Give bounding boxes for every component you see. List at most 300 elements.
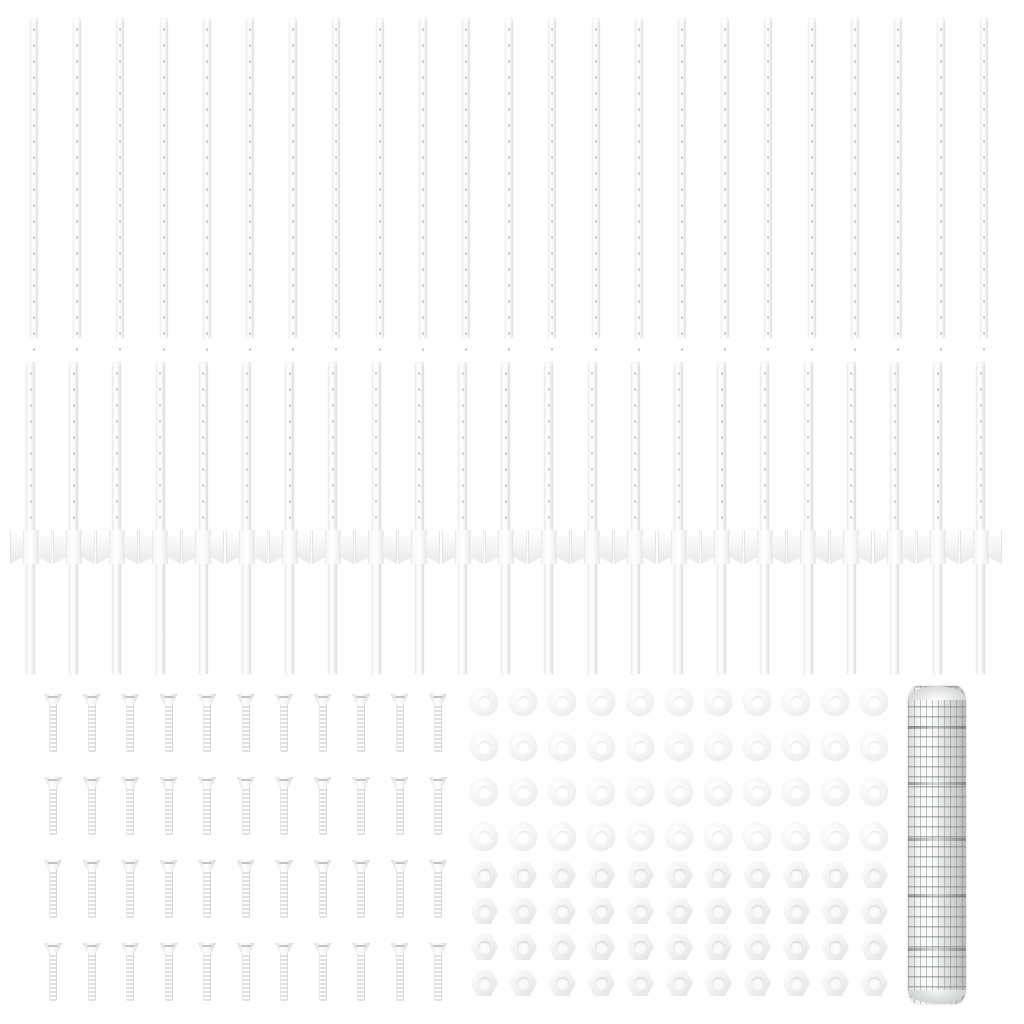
screw — [314, 694, 332, 752]
hex-nut — [470, 898, 498, 924]
post-cap — [592, 18, 600, 22]
screw — [83, 860, 101, 918]
hex-nut — [470, 970, 498, 996]
screw-thread — [88, 870, 96, 918]
screw-thread — [165, 704, 173, 752]
washer — [704, 733, 732, 761]
post-anchor-plate — [96, 530, 138, 564]
hex-nut — [860, 898, 888, 924]
post-hole-strip — [764, 372, 766, 532]
post-cap — [289, 18, 297, 22]
screw-slot — [202, 779, 212, 781]
washer — [704, 778, 732, 806]
screw-thread — [126, 953, 134, 1001]
post-cap — [376, 18, 384, 22]
washer — [626, 823, 654, 851]
post-hole-strip — [33, 28, 35, 330]
hex-nut — [665, 862, 693, 888]
long-post — [631, 362, 640, 674]
screw-thread — [49, 787, 57, 835]
post-anchor-plate — [312, 530, 354, 564]
long-post — [69, 362, 78, 674]
screw — [237, 860, 255, 918]
hex-nut — [860, 934, 888, 960]
screw-slot — [395, 696, 405, 698]
post-anchor-plate — [787, 530, 829, 564]
washer — [743, 688, 771, 716]
screw-slot — [395, 862, 405, 864]
post-hole-strip — [30, 372, 32, 532]
plate-center — [109, 530, 125, 564]
washer — [470, 823, 498, 851]
screw — [198, 694, 216, 752]
hex-nut — [821, 934, 849, 960]
screw-slot — [279, 945, 289, 947]
plate-wing-right — [80, 530, 95, 564]
post-hole-strip — [76, 28, 78, 330]
screw-thread — [126, 787, 134, 835]
post-anchor-plate — [442, 530, 484, 564]
post-cap — [203, 18, 211, 22]
post-cap — [717, 362, 726, 366]
post-hole-strip — [983, 28, 985, 330]
screw-slot — [356, 779, 366, 781]
plate-wing-right — [987, 530, 1002, 564]
screw-slot — [241, 696, 251, 698]
post-cap — [199, 362, 208, 366]
plate-center — [671, 530, 687, 564]
short-post — [592, 18, 600, 338]
short-post — [332, 18, 340, 338]
plate-center — [23, 530, 39, 564]
post-hole-strip — [505, 372, 507, 532]
short-post — [505, 18, 513, 338]
screw — [198, 860, 216, 918]
screw — [314, 777, 332, 835]
screw-thread — [319, 787, 327, 835]
plate-wing-right — [771, 530, 786, 564]
screw-slot — [433, 862, 443, 864]
screw-thread — [88, 704, 96, 752]
screw-slot — [279, 779, 289, 781]
washer — [665, 778, 693, 806]
long-post — [156, 362, 165, 674]
washer — [626, 778, 654, 806]
screw-thread — [396, 870, 404, 918]
screw-slot — [125, 779, 135, 781]
plate-wing-right — [253, 530, 268, 564]
plate-center — [455, 530, 471, 564]
post-cap — [804, 362, 813, 366]
post-hole-strip — [548, 372, 550, 532]
hex-nut — [509, 898, 537, 924]
hex-nut — [587, 970, 615, 996]
post-hole-strip — [551, 28, 553, 330]
short-post — [419, 18, 427, 338]
screw — [44, 777, 62, 835]
long-post — [328, 362, 337, 674]
washer — [509, 688, 537, 716]
short-post — [851, 18, 859, 338]
post-cap — [419, 18, 427, 22]
long-post — [458, 362, 467, 674]
hex-nut — [704, 898, 732, 924]
post-hole-strip — [332, 372, 334, 532]
post-hole-strip — [163, 28, 165, 330]
screw-slot — [318, 779, 328, 781]
screw — [44, 694, 62, 752]
long-post — [890, 362, 899, 674]
screw-thread — [434, 870, 442, 918]
screw-thread — [126, 704, 134, 752]
post-cap — [760, 362, 769, 366]
hex-nut — [587, 862, 615, 888]
post-hole-strip — [767, 28, 769, 330]
screw — [198, 943, 216, 1001]
short-post — [764, 18, 772, 338]
screw — [352, 777, 370, 835]
hex-nut — [548, 934, 576, 960]
screw-slot — [87, 945, 97, 947]
mesh-roll-band — [908, 838, 966, 841]
screw-thread — [434, 787, 442, 835]
screw-thread — [396, 704, 404, 752]
short-post — [721, 18, 729, 338]
screw-slot — [125, 862, 135, 864]
washer — [509, 733, 537, 761]
plate-wing-right — [469, 530, 484, 564]
plate-center — [584, 530, 600, 564]
screw — [160, 943, 178, 1001]
washer — [548, 778, 576, 806]
long-post — [976, 362, 985, 674]
long-post — [112, 362, 121, 674]
mesh-roll-top-cap — [908, 686, 966, 700]
screw-thread — [242, 704, 250, 752]
post-hole-strip — [465, 28, 467, 330]
screw-slot — [87, 862, 97, 864]
screw-thread — [203, 704, 211, 752]
post-hole-strip — [462, 372, 464, 532]
short-post — [73, 18, 81, 338]
post-cap — [242, 362, 251, 366]
long-post — [588, 362, 597, 674]
post-cap — [635, 18, 643, 22]
screw — [352, 694, 370, 752]
screw — [275, 777, 293, 835]
hex-nut — [626, 862, 654, 888]
screw — [237, 694, 255, 752]
hex-nut — [782, 934, 810, 960]
plate-wing-right — [382, 530, 397, 564]
hex-nut — [782, 862, 810, 888]
plate-wing-right — [641, 530, 656, 564]
screw — [121, 943, 139, 1001]
screw-slot — [164, 696, 174, 698]
short-post — [548, 18, 556, 338]
washer — [665, 733, 693, 761]
post-cap — [544, 362, 553, 366]
screw-thread — [126, 870, 134, 918]
post-cap — [458, 362, 467, 366]
long-post — [544, 362, 553, 674]
screw-thread — [203, 870, 211, 918]
washer — [587, 823, 615, 851]
post-cap — [328, 362, 337, 366]
long-post — [26, 362, 35, 674]
screw — [429, 777, 447, 835]
hex-nut — [587, 898, 615, 924]
post-anchor-plate — [269, 530, 311, 564]
washer — [509, 823, 537, 851]
short-post — [937, 18, 945, 338]
post-hole-strip — [206, 28, 208, 330]
post-hole-strip — [811, 28, 813, 330]
screw — [275, 694, 293, 752]
screw — [391, 777, 409, 835]
washer — [743, 823, 771, 851]
post-anchor-plate — [571, 530, 613, 564]
screw-thread — [280, 704, 288, 752]
plate-wing-right — [598, 530, 613, 564]
long-post — [933, 362, 942, 674]
short-post — [376, 18, 384, 338]
screw — [352, 860, 370, 918]
post-cap — [372, 362, 381, 366]
washer — [509, 778, 537, 806]
post-anchor-plate — [960, 530, 1002, 564]
screw-slot — [433, 945, 443, 947]
screw-slot — [433, 696, 443, 698]
plate-wing-right — [728, 530, 743, 564]
post-cap — [588, 362, 597, 366]
post-cap — [674, 362, 683, 366]
screw-thread — [242, 787, 250, 835]
post-hole-strip — [724, 28, 726, 330]
short-post — [289, 18, 297, 338]
post-cap — [116, 18, 124, 22]
screw — [83, 943, 101, 1001]
post-hole-strip — [854, 28, 856, 330]
washer — [704, 688, 732, 716]
post-hole-strip — [159, 372, 161, 532]
post-anchor-plate — [528, 530, 570, 564]
screw-thread — [434, 953, 442, 1001]
screw-slot — [318, 945, 328, 947]
screw-thread — [88, 953, 96, 1001]
screw — [275, 943, 293, 1001]
wire-mesh-roll — [908, 686, 966, 1004]
post-hole-strip — [850, 372, 852, 532]
washer — [860, 778, 888, 806]
screw-slot — [318, 696, 328, 698]
long-post — [804, 362, 813, 674]
screw — [160, 694, 178, 752]
post-hole-strip — [289, 372, 291, 532]
post-cap — [933, 362, 942, 366]
screw-slot — [48, 945, 58, 947]
screw-slot — [279, 696, 289, 698]
post-hole-strip — [595, 28, 597, 330]
short-post — [894, 18, 902, 338]
screw — [391, 860, 409, 918]
screw — [83, 777, 101, 835]
plate-center — [282, 530, 298, 564]
screw-slot — [241, 862, 251, 864]
long-post — [760, 362, 769, 674]
plate-center — [627, 530, 643, 564]
screw-thread — [280, 953, 288, 1001]
screw-thread — [165, 953, 173, 1001]
plate-center — [368, 530, 384, 564]
short-post — [678, 18, 686, 338]
screw — [160, 777, 178, 835]
mesh-roll-band — [908, 894, 966, 897]
screw-slot — [125, 696, 135, 698]
post-cap — [73, 18, 81, 22]
hex-nut — [626, 970, 654, 996]
plate-center — [757, 530, 773, 564]
screw-slot — [356, 696, 366, 698]
plate-wing-right — [814, 530, 829, 564]
post-hole-strip — [591, 372, 593, 532]
washer — [587, 778, 615, 806]
post-hole-strip — [335, 28, 337, 330]
plate-center — [930, 530, 946, 564]
plate-center — [800, 530, 816, 564]
plate-wing-right — [166, 530, 181, 564]
post-anchor-plate — [485, 530, 527, 564]
screw-slot — [164, 862, 174, 864]
mesh-roll-bottom-cap — [908, 990, 966, 1004]
washer — [860, 688, 888, 716]
post-cap — [332, 18, 340, 22]
mesh-roll-band — [908, 782, 966, 785]
plate-center — [239, 530, 255, 564]
long-post — [199, 362, 208, 674]
plate-center — [195, 530, 211, 564]
washer — [470, 688, 498, 716]
mesh-roll-band — [908, 726, 966, 729]
plate-center — [152, 530, 168, 564]
screw — [44, 860, 62, 918]
post-hole-strip — [721, 372, 723, 532]
long-post — [717, 362, 726, 674]
hex-nut — [782, 898, 810, 924]
long-post — [674, 362, 683, 674]
screw — [44, 943, 62, 1001]
long-post — [501, 362, 510, 674]
hex-nut — [665, 898, 693, 924]
washer — [626, 688, 654, 716]
plate-center — [325, 530, 341, 564]
long-post — [415, 362, 424, 674]
screw-slot — [87, 696, 97, 698]
plate-center — [411, 530, 427, 564]
post-hole-strip — [634, 372, 636, 532]
post-anchor-plate — [139, 530, 181, 564]
screw — [429, 943, 447, 1001]
post-hole-strip — [980, 372, 982, 532]
plate-center — [973, 530, 989, 564]
screw — [160, 860, 178, 918]
screw-thread — [242, 870, 250, 918]
hex-nut — [743, 934, 771, 960]
plate-wing-right — [901, 530, 916, 564]
post-hole-strip — [894, 372, 896, 532]
post-anchor-plate — [182, 530, 224, 564]
post-cap — [69, 362, 78, 366]
washer — [821, 823, 849, 851]
screw-thread — [49, 953, 57, 1001]
hex-nut — [860, 970, 888, 996]
hex-nut — [743, 898, 771, 924]
screw — [237, 777, 255, 835]
screw — [352, 943, 370, 1001]
washer — [860, 823, 888, 851]
screw — [391, 694, 409, 752]
screw — [314, 860, 332, 918]
screw-thread — [49, 704, 57, 752]
screw-slot — [433, 779, 443, 781]
post-cap — [112, 362, 121, 366]
screw-slot — [356, 945, 366, 947]
screw-thread — [319, 953, 327, 1001]
post-cap — [721, 18, 729, 22]
post-anchor-plate — [917, 530, 959, 564]
screw-thread — [357, 953, 365, 1001]
hex-nut — [509, 970, 537, 996]
long-post — [847, 362, 856, 674]
short-post — [980, 18, 988, 338]
long-post — [285, 362, 294, 674]
post-cap — [285, 362, 294, 366]
plate-center — [541, 530, 557, 564]
screw-thread — [319, 870, 327, 918]
hex-nut — [509, 934, 537, 960]
screw-slot — [164, 945, 174, 947]
post-anchor-plate — [744, 530, 786, 564]
plate-wing-right — [209, 530, 224, 564]
screw-thread — [357, 704, 365, 752]
post-cap — [30, 18, 38, 22]
screw-slot — [125, 945, 135, 947]
hex-nut — [665, 970, 693, 996]
hex-nut — [743, 970, 771, 996]
short-post — [160, 18, 168, 338]
post-cap — [156, 362, 165, 366]
hex-nut — [743, 862, 771, 888]
post-anchor-plate — [355, 530, 397, 564]
post-cap — [890, 362, 899, 366]
screw-slot — [279, 862, 289, 864]
post-cap — [678, 18, 686, 22]
post-hole-strip — [422, 28, 424, 330]
plate-center — [843, 530, 859, 564]
post-cap — [631, 362, 640, 366]
screw-thread — [357, 870, 365, 918]
post-hole-strip — [937, 372, 939, 532]
washer — [821, 778, 849, 806]
post-cap — [160, 18, 168, 22]
washer — [743, 778, 771, 806]
post-cap — [764, 18, 772, 22]
short-post — [203, 18, 211, 338]
screw — [121, 860, 139, 918]
plate-wing-right — [296, 530, 311, 564]
screw-slot — [356, 862, 366, 864]
plate-wing-right — [37, 530, 52, 564]
